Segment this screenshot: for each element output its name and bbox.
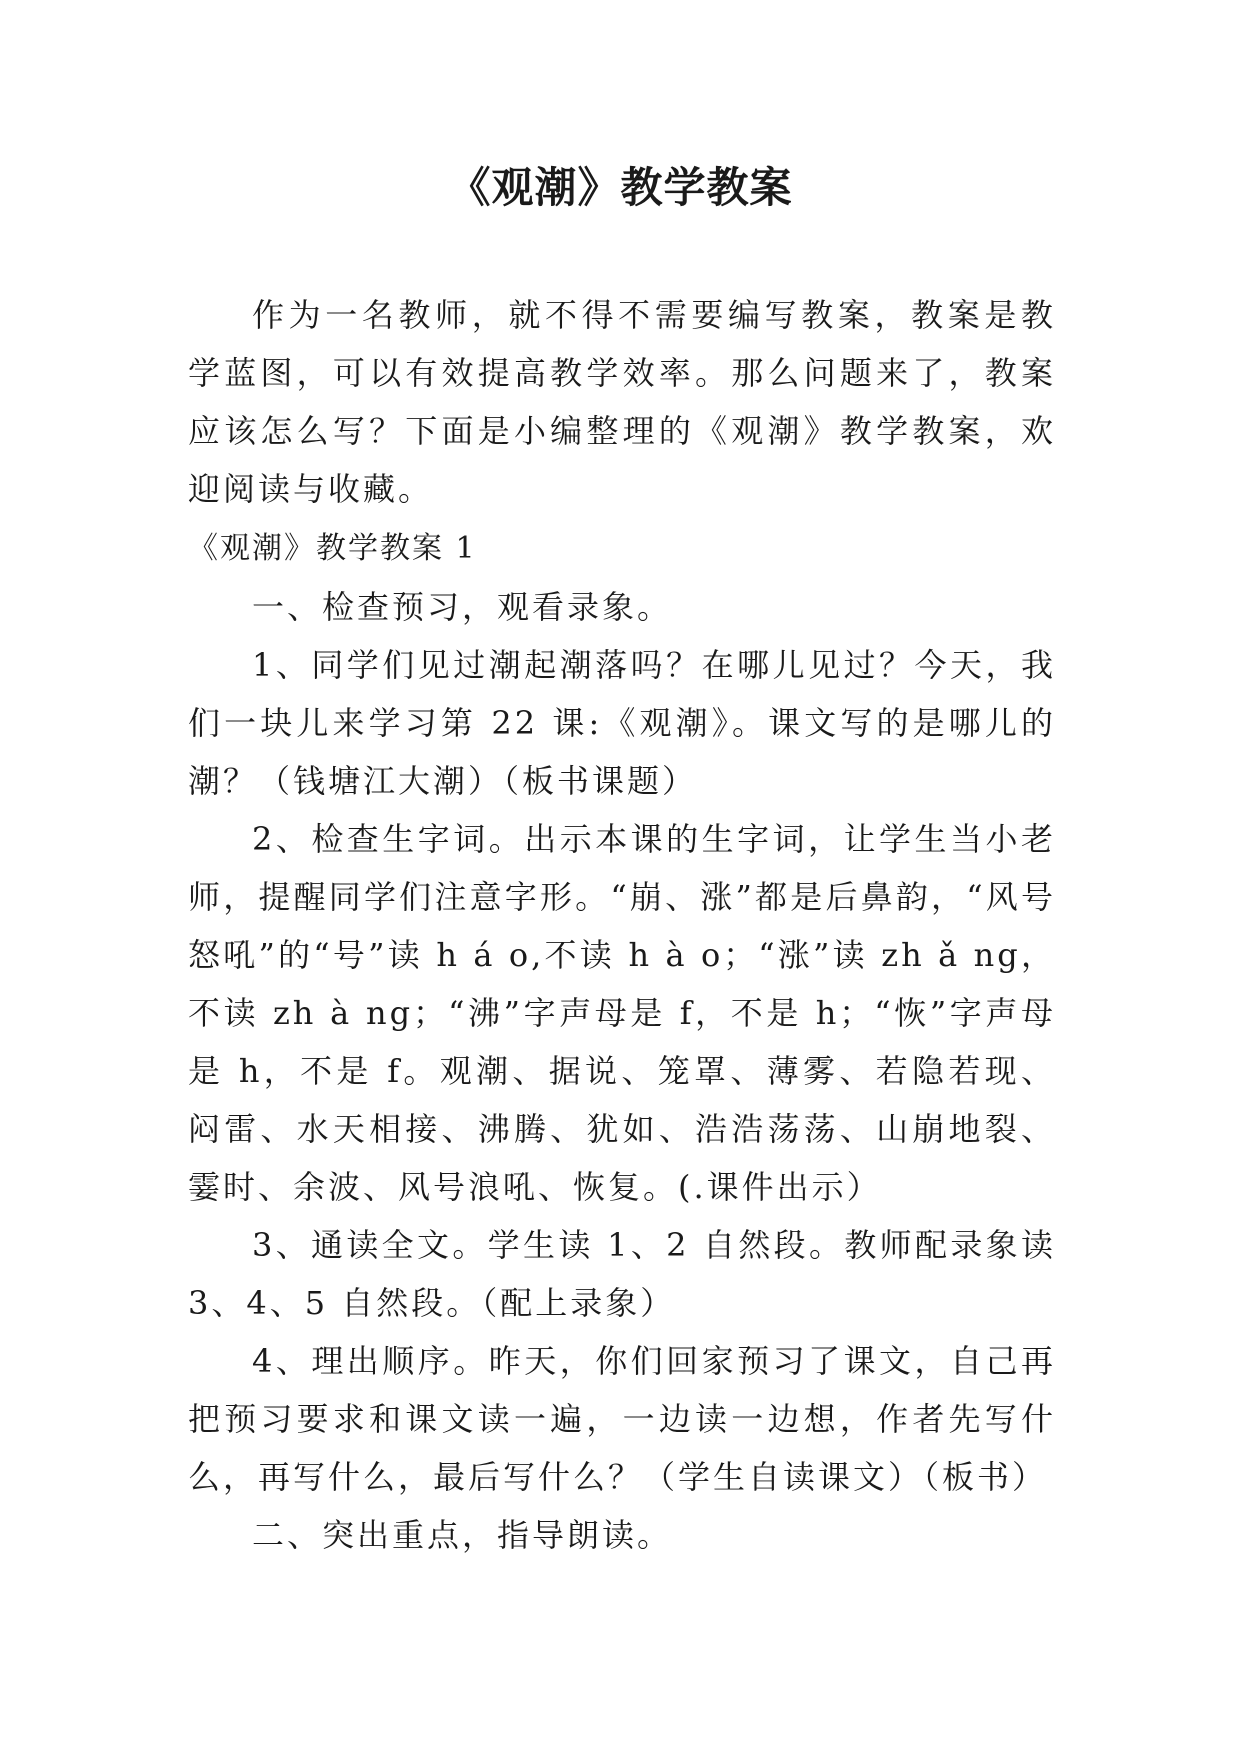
paragraph-item: 2、检查生字词。出示本课的生字词，让学生当小老师，提醒同学们注意字形。“崩、涨”都是后鼻韵，“风号怒吼”的“号”读 h á o,不读 h à o；“涨”读 zh ǎ ng，不读 zh à ng；“沸”字声母是 f，不是 h；“恢”字声母是 h，不是 f。观潮、据说、笼罩、薄雾、若隐若现、闷雷、水天相接、沸腾、犹如、浩浩荡荡、山崩地裂、霎时、余波、风号浪吼、恢复。(.课件出示） xyxy=(188,820,1056,1206)
paragraph-item: 4、理出顺序。昨天，你们回家预习了课文，自己再把预习要求和课文读一遍，一边读一边想，作者先写什么，再写什么，最后写什么？（学生自读课文）（板书） xyxy=(188,1342,1056,1496)
paragraph-item: 1、同学们见过潮起潮落吗？在哪儿见过？今天，我们一块儿来学习第 22 课:《观潮》。课文写的是哪儿的潮？（钱塘江大潮）（板书课题） xyxy=(188,646,1056,800)
lesson-content xyxy=(188,520,1056,1564)
step-heading-2: 二、突出重点，指导朗读。 xyxy=(252,1516,673,1554)
intro-paragraph: 作为一名教师，就不得不需要编写教案，教案是教学蓝图，可以有效提高教学效率。那么问题来了，教案应该怎么写？下面是小编整理的《观潮》教学教案，欢迎阅读与收藏。 xyxy=(188,296,1056,508)
step-heading-1: 一、检查预习，观看录象。 xyxy=(252,588,673,626)
document-title: 《观潮》教学教案 xyxy=(448,163,793,212)
intro-block xyxy=(188,286,1056,518)
section-heading: 《观潮》教学教案 1 xyxy=(188,531,477,566)
paragraph-item: 3、通读全文。学生读 1、2 自然段。教师配录象读 3、4、5 自然段。（配上录象） xyxy=(188,1226,1056,1322)
